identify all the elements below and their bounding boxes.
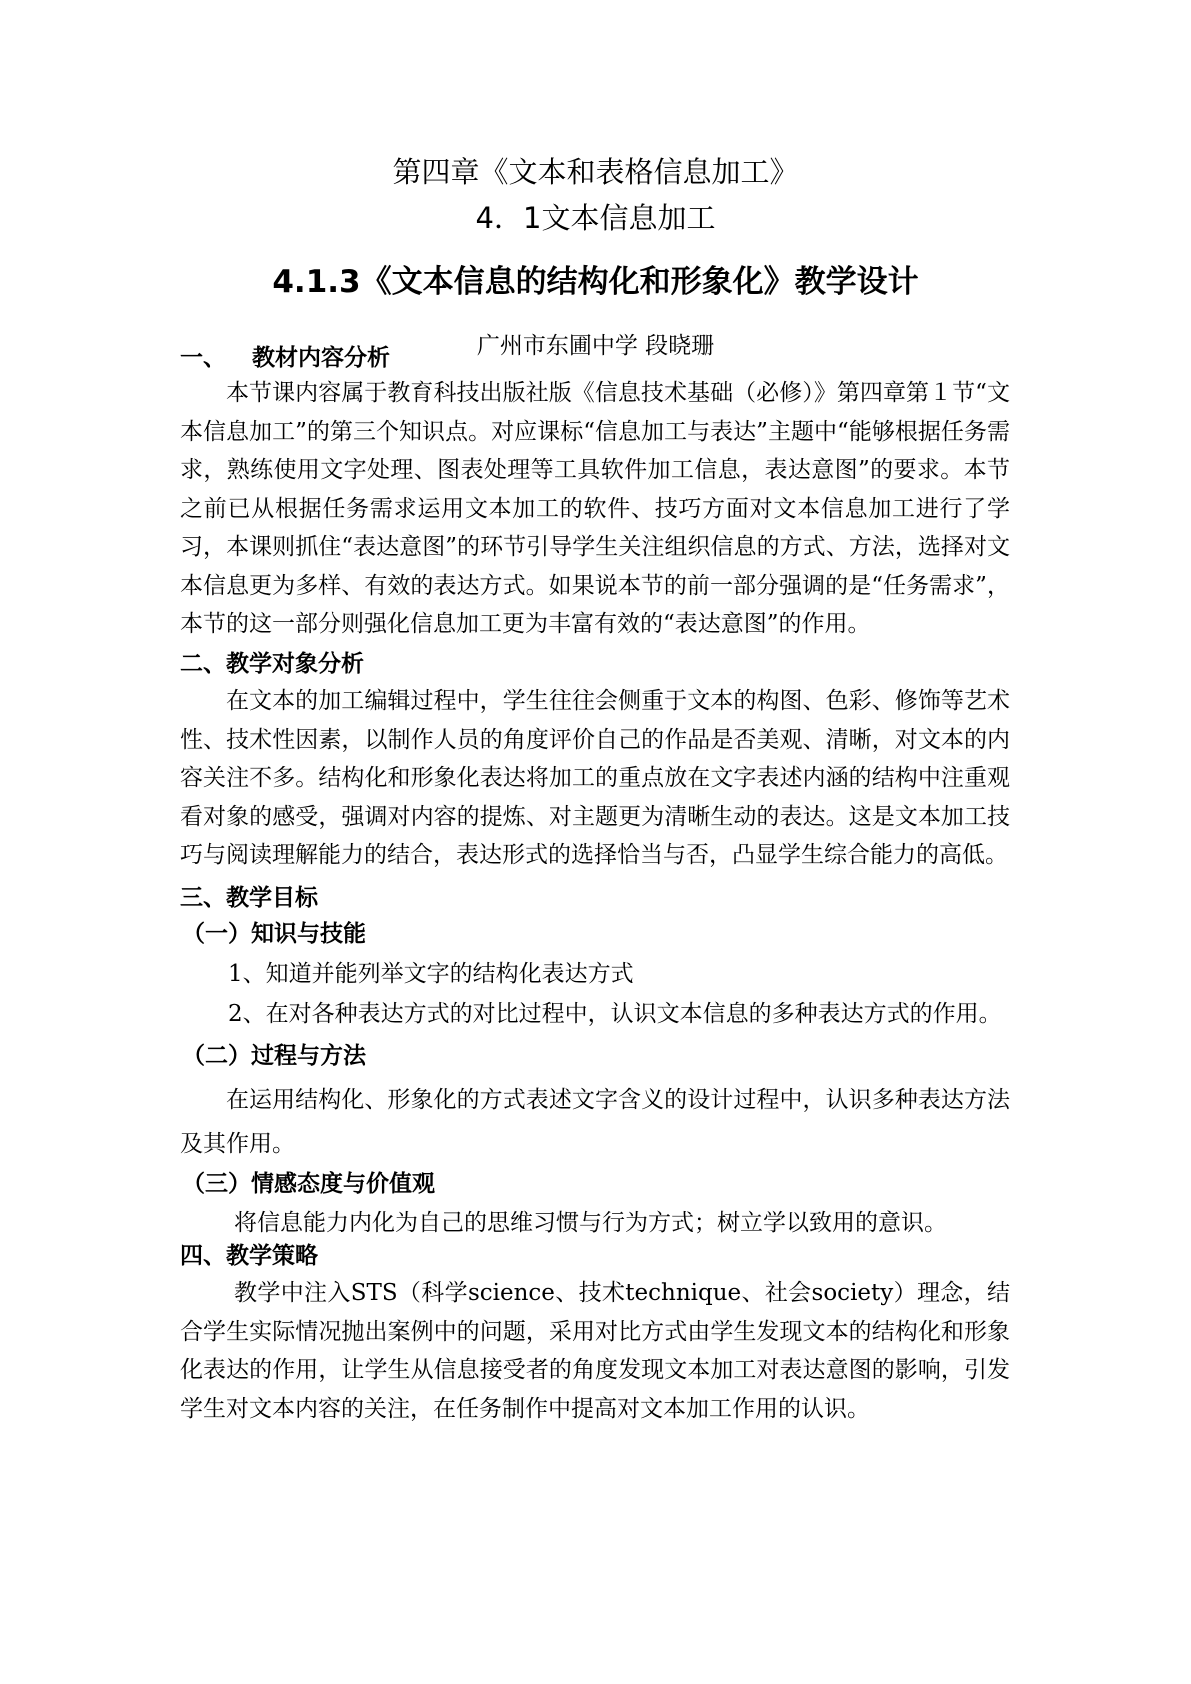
subsection-attitude-paragraph: 将信息能力内化为自己的思维习惯与行为方式；树立学以致用的意识。 [234, 1210, 947, 1236]
section-1-paragraph: 本节课内容属于教育科技出版社版《信息技术基础（必修）》第四章第１节“文本信息加工”的第三个知识点。对应课标“信息加工与表达”主题中“能够根据任务需求，熟练使用文字处理、图表处理等工具软件加工信息，表达意图”的要求。本节之前已从根据任务需求运用文本加工的软件、技巧方面对文本信息加工进行了学习，本课则抓住“表达意图”的环节引导学生关注组织信息的方式、方法，选择对文本信息更为多样、有效的表达方式。如果说本节的前一部分强调的是“任务需求”，本节的这一部分则强化信息加工更为丰富有效的“表达意图”的作用。 [180, 380, 1010, 637]
section-1-title: 教材内容分析 [252, 345, 390, 371]
list-item: 1、知道并能列举文字的结构化表达方式 [228, 961, 634, 987]
subsection-attitude-heading: （三）情感态度与价值观 [182, 1171, 435, 1197]
section-2-heading: 二、教学对象分析 [180, 651, 364, 677]
section-3-heading: 三、教学目标 [180, 885, 318, 911]
section-4-heading: 四、教学策略 [180, 1243, 318, 1269]
section-1-number: 一、 [180, 345, 226, 371]
section-title: 4．1文本信息加工 [475, 201, 716, 235]
subsection-process-heading: （二）过程与方法 [182, 1043, 366, 1069]
section-2-paragraph: 在文本的加工编辑过程中，学生往往会侧重于文本的构图、色彩、修饰等艺术性、技术性因素，以制作人员的角度评价自己的作品是否美观、清晰，对文本的内容关注不多。结构化和形象化表达将加工的重点放在文字表述内涵的结构中注重观看对象的感受，强调对内容的提炼、对主题更为清晰生动的表达。这是文本加工技巧与阅读理解能力的结合，表达形式的选择恰当与否，凸显学生综合能力的高低。 [180, 688, 1010, 868]
section-4-paragraph: 教学中注入STS（科学science、技术technique、社会society）理念，结合学生实际情况抛出案例中的问题，采用对比方式由学生发现文本的结构化和形象化表达的作用，让学生从信息接受者的角度发现文本加工对表达意图的影响，引发学生对文本内容的关注，在任务制作中提高对文本加工作用的认识。 [180, 1280, 1010, 1422]
subsection-knowledge-heading: （一）知识与技能 [182, 921, 366, 947]
author-line: 广州市东圃中学 段晓珊 [476, 333, 715, 359]
list-item: 2、在对各种表达方式的对比过程中，认识文本信息的多种表达方式的作用。 [228, 1001, 1002, 1027]
section-1-heading [180, 342, 390, 374]
subsection-process-paragraph: 在运用结构化、形象化的方式表述文字含义的设计过程中，认识多种表达方法及其作用。 [180, 1087, 1010, 1157]
chapter-title: 第四章《文本和表格信息加工》 [392, 155, 799, 189]
lesson-title: 4.1.3《文本信息的结构化和形象化》教学设计 [272, 264, 919, 300]
